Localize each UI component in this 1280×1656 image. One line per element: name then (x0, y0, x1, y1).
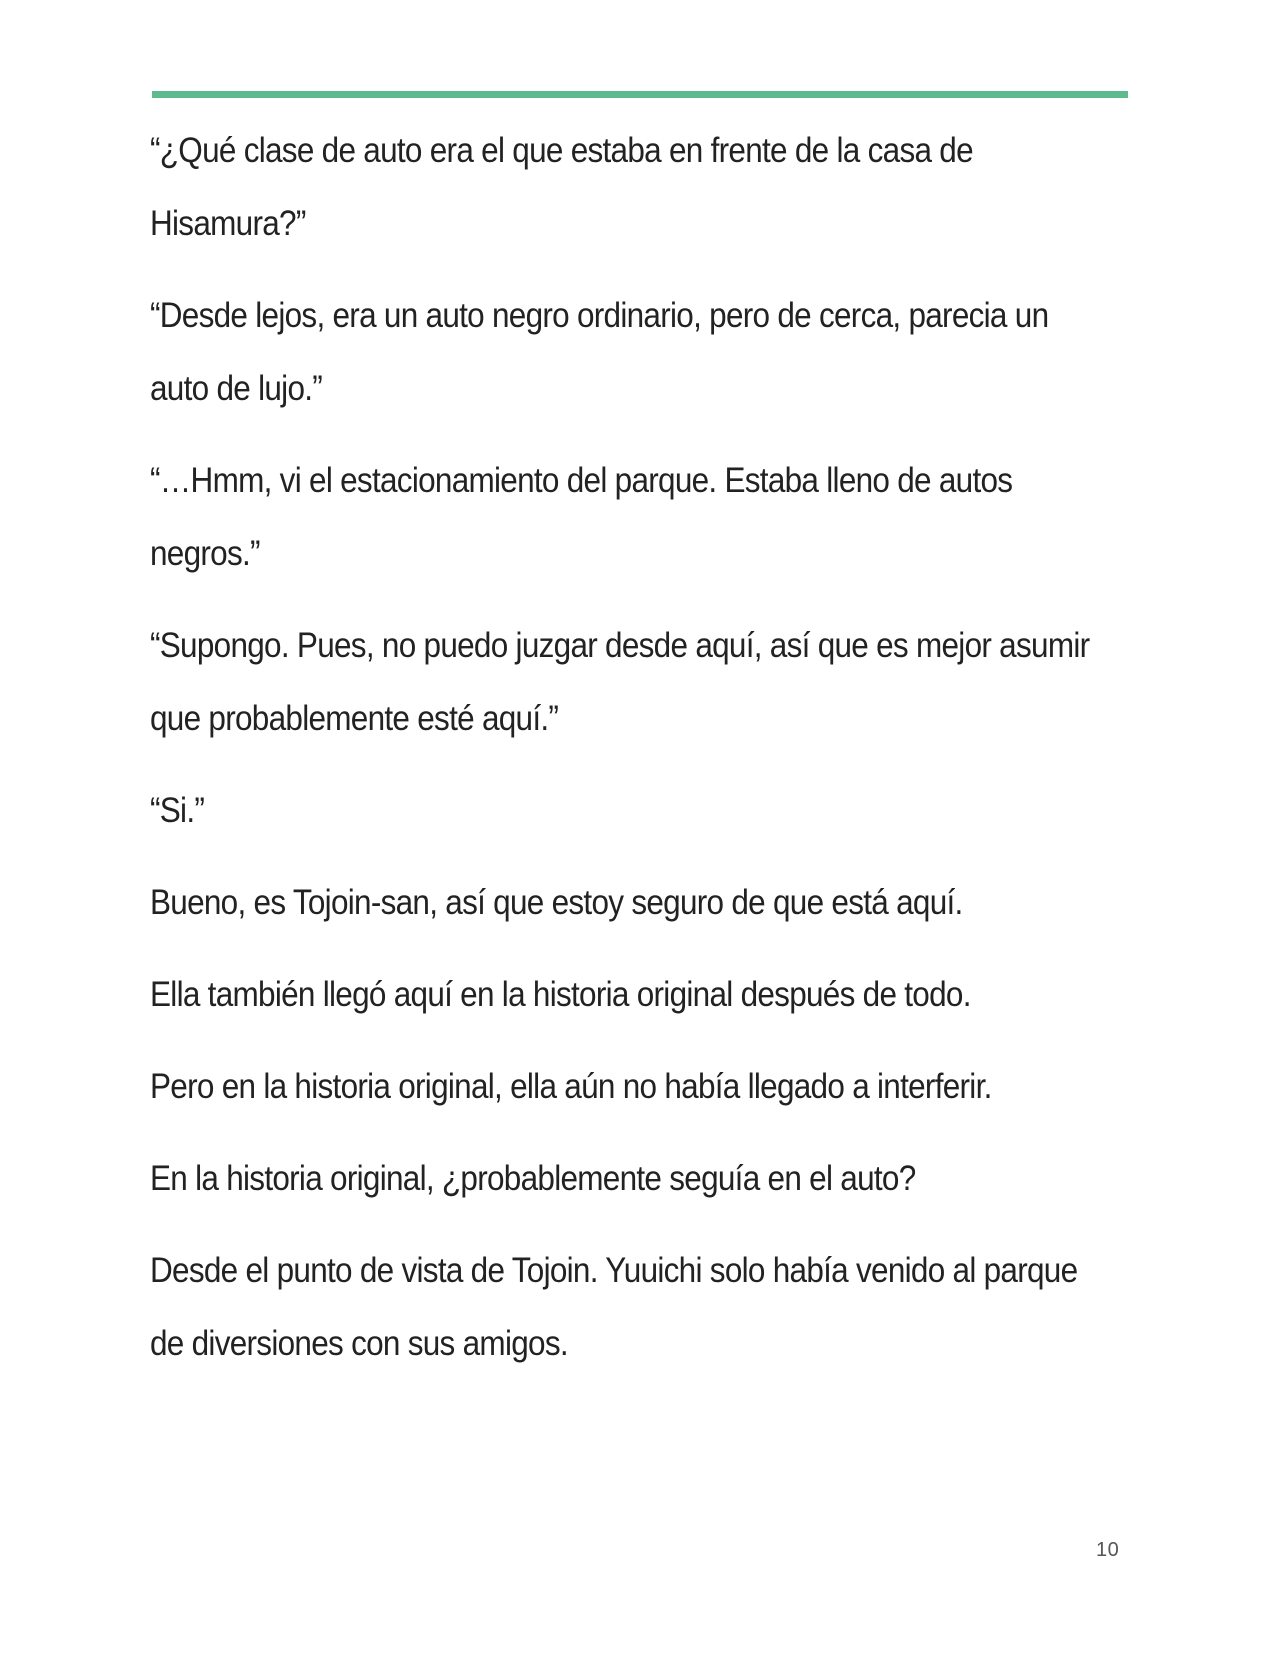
paragraph-9: En la historia original, ¿probablemente seguía en el auto? (150, 1159, 916, 1198)
paragraph-8: Pero en la historia original, ella aún no había llegado a interferir. (150, 1067, 992, 1106)
paragraph-4: “Supongo. Pues, no puedo juzgar desde aquí, así que es mejor asumir que probablemente esté aquí.” (150, 626, 1090, 738)
body-text (150, 114, 1110, 1399)
page-number: 10 (1096, 1539, 1120, 1561)
paragraph-1: “¿Qué clase de auto era el que estaba en frente de la casa de Hisamura?” (150, 131, 973, 243)
paragraph-5: “Si.” (150, 791, 205, 830)
paragraph-10: Desde el punto de vista de Tojoin. Yuuichi solo había venido al parque de diversiones con sus amigos. (150, 1251, 1078, 1363)
paragraph-7: Ella también llegó aquí en la historia original después de todo. (150, 975, 971, 1014)
paragraph-2: “Desde lejos, era un auto negro ordinario, pero de cerca, parecia un auto de lujo.” (150, 296, 1049, 408)
paragraph-3: “…Hmm, vi el estacionamiento del parque. Estaba lleno de autos negros.” (150, 461, 1013, 573)
top-divider-line (152, 91, 1128, 98)
paragraph-6: Bueno, es Tojoin-san, así que estoy seguro de que está aquí. (150, 883, 963, 922)
